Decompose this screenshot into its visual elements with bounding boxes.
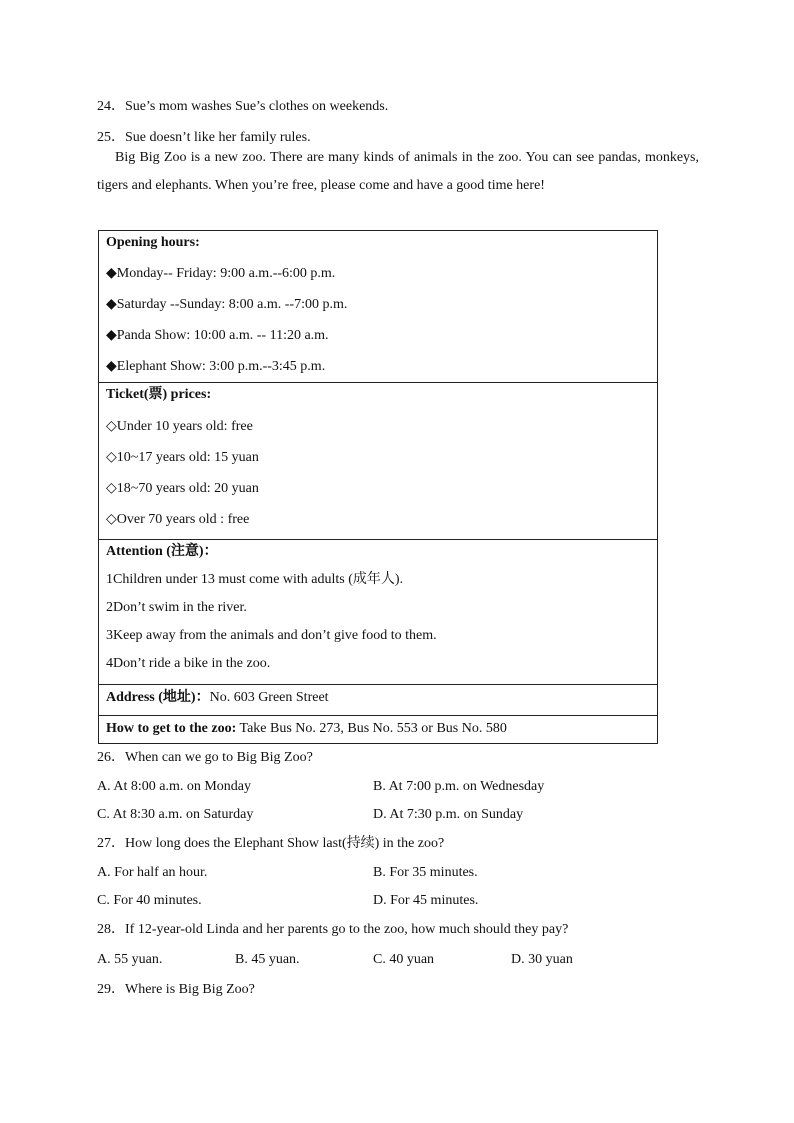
q26-option-c[interactable]: C. At 8:30 a.m. on Saturday	[97, 807, 254, 822]
address-line	[106, 685, 657, 711]
ticket-price-item: ◇18~70 years old: 20 yuan	[106, 481, 259, 496]
question-26-stem: 26．When can we go to Big Big Zoo?	[97, 750, 313, 765]
q28-option-c[interactable]: C. 40 yuan	[373, 952, 435, 967]
passage-text: Big Big Zoo is a new zoo. There are many kinds of animals in the zoo. You can see pandas, monkeys, tigers and elephants. When you’re free, please come and have a good time here!	[97, 150, 699, 193]
address-section	[99, 685, 658, 716]
question-number: 25．	[97, 130, 125, 145]
ticket-price-item: ◇Over 70 years old : free	[106, 512, 250, 527]
transport-value: Take Bus No. 273, Bus No. 553 or Bus No. 580	[236, 721, 507, 736]
opening-hours-item: ◆Panda Show: 10:00 a.m. -- 11:20 a.m.	[106, 328, 329, 343]
attention-item: 1Children under 13 must come with adults (成年人).	[106, 572, 404, 587]
q28-option-a[interactable]: A. 55 yuan.	[97, 952, 163, 967]
ticket-prices-section	[99, 383, 658, 540]
question-29-stem: 29．Where is Big Big Zoo?	[97, 982, 255, 997]
reading-passage	[97, 144, 699, 199]
transport-section	[99, 716, 658, 744]
attention-item: 3Keep away from the animals and don’t give food to them.	[106, 628, 437, 643]
opening-hours-item: ◆Elephant Show: 3:00 p.m.--3:45 p.m.	[106, 359, 326, 374]
address-label: Address (地址)：	[106, 690, 210, 705]
question-28-stem: 28．If 12-year-old Linda and her parents go to the zoo, how much should they pay?	[97, 922, 569, 937]
ticket-price-item: ◇Under 10 years old: free	[106, 419, 253, 434]
ticket-prices-title: Ticket(票) prices:	[106, 387, 212, 402]
question-24	[97, 98, 388, 116]
opening-hours-item: ◆Saturday --Sunday: 8:00 a.m. --7:00 p.m.	[106, 297, 348, 312]
question-number: 24．	[97, 99, 125, 114]
transport-label: How to get to the zoo:	[106, 721, 237, 736]
question-text: Sue doesn’t like her family rules.	[125, 130, 311, 145]
q26-option-d[interactable]: D. At 7:30 p.m. on Sunday	[373, 807, 524, 822]
ticket-price-item: ◇10~17 years old: 15 yuan	[106, 450, 259, 465]
opening-hours-title: Opening hours:	[106, 235, 200, 250]
q27-option-a[interactable]: A. For half an hour.	[97, 865, 208, 880]
q28-option-d[interactable]: D. 30 yuan	[511, 952, 573, 967]
q28-option-b[interactable]: B. 45 yuan.	[235, 952, 300, 967]
transport-line	[106, 716, 657, 742]
q27-option-d[interactable]: D. For 45 minutes.	[373, 893, 479, 908]
question-27-stem: 27．How long does the Elephant Show last(持续) in the zoo?	[97, 836, 445, 851]
opening-hours-item: ◆Monday-- Friday: 9:00 a.m.--6:00 p.m.	[106, 266, 336, 281]
attention-item: 2Don’t swim in the river.	[106, 600, 247, 615]
zoo-info-table	[98, 230, 658, 744]
attention-title: Attention (注意)：	[106, 544, 218, 559]
q26-option-a[interactable]: A. At 8:00 a.m. on Monday	[97, 779, 251, 794]
question-text: Sue’s mom washes Sue’s clothes on weekends.	[125, 99, 389, 114]
q27-option-b[interactable]: B. For 35 minutes.	[373, 865, 478, 880]
opening-hours-section	[99, 231, 658, 383]
address-value: No. 603 Green Street	[209, 690, 329, 705]
attention-section	[99, 540, 658, 685]
q27-option-c[interactable]: C. For 40 minutes.	[97, 893, 202, 908]
q26-option-b[interactable]: B. At 7:00 p.m. on Wednesday	[373, 779, 545, 794]
attention-item: 4Don’t ride a bike in the zoo.	[106, 656, 271, 671]
